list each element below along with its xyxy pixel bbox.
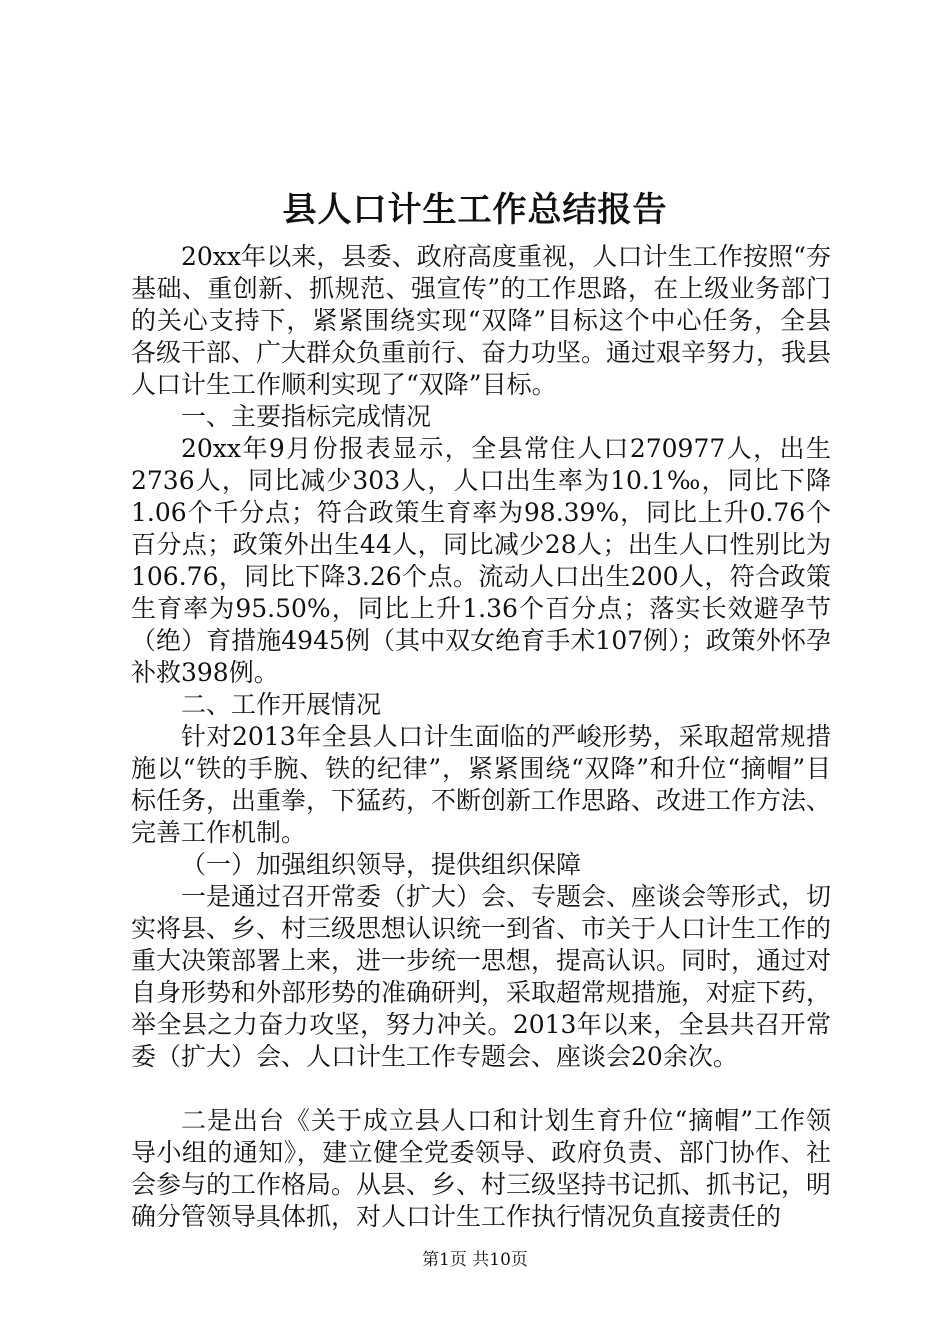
paragraph-indicators: 20xx年9月份报表显示，全县常住人口270977人，出生2736人，同比减少303人，人口出生率为10.1‰，同比下降1.06个千分点；符合政策生育率为98.39%，同比上升0.76个百分点；政策外出生44人，同比减少28人；出生人口性别比为106.76，同比下降3.26个点。流动人口出生200人，符合政策生育率为95.50%，同比上升1.36个百分点；落实长效避孕节（绝）育措施4945例（其中双女绝育手术107例）；政策外怀孕补救398例。 <box>131 434 831 687</box>
document-title: 县人口计生工作总结报告 <box>282 190 668 230</box>
section-heading-1: 一、主要指标完成情况 <box>181 402 432 431</box>
document-body <box>131 241 831 1233</box>
section-heading-2: 二、工作开展情况 <box>181 690 382 719</box>
page-number-footer: 第1页 共10页 <box>422 1250 528 1270</box>
paragraph-point-one: 一是通过召开常委（扩大）会、专题会、座谈会等形式，切实将县、乡、村三级思想认识统一到省、市关于人口计生工作的重大决策部署上来，进一步统一思想，提高认识。同时，通过对自身形势和外部形势的准确研判，采取超常规措施，对症下药，举全县之力奋力攻坚，努力冲关。2013年以来，全县共召开常委（扩大）会、人口计生工作专题会、座谈会20余次。 <box>131 882 832 1071</box>
paragraph-work-overview: 针对2013年全县人口计生面临的严峻形势，采取超常规措施以“铁的手腕、铁的纪律”，紧紧围绕“双降”和升位“摘帽”目标任务，出重拳，下猛药，不断创新工作思路、改进工作方法、完善工作机制。 <box>131 722 832 847</box>
paragraph-point-two: 二是出台《关于成立县人口和计划生育升位“摘帽”工作领导小组的通知》，建立健全党委领导、政府负责、部门协作、社会参与的工作格局。从县、乡、村三级坚持书记抓、抓书记，明确分管领导具体抓，对人口计生工作执行情况负直接责任的 <box>131 1106 832 1231</box>
subsection-heading-1: （一）加强组织领导，提供组织保障 <box>181 850 582 879</box>
paragraph-intro: 20xx年以来，县委、政府高度重视，人口计生工作按照“夯基础、重创新、抓规范、强宣传”的工作思路，在上级业务部门的关心支持下，紧紧围绕实现“双降”目标这个中心任务，全县各级干部、广大群众负重前行、奋力功坚。通过艰辛努力，我县人口计生工作顺利实现了“双降”目标。 <box>131 242 832 399</box>
